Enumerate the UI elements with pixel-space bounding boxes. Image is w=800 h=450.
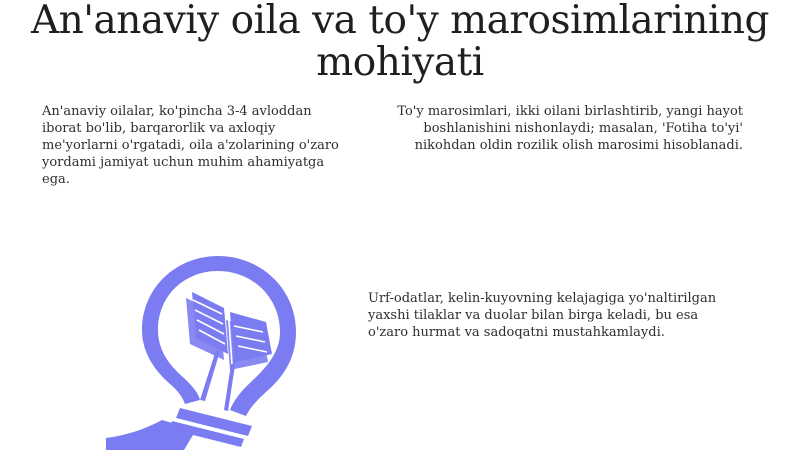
slide-title: An'anaviy oila va to'y marosimlarining mohiyati [31,0,769,85]
paragraph-customs: Urf-odatlar, kelin-kuyovning kelajagiga yo'naltirilgan yaxshi tilaklar va duolar bilan birga keladi, bu esa o'zaro hurmat va sadoqatni mustahkamlaydi. [368,291,717,340]
lightbulb-book-icon [100,250,310,450]
paragraph-wedding-ceremonies: To'y marosimlari, ikki oilani birlashtirib, yangi hayot boshlanishini nishonlaydi; masalan, 'Fotiha to'yi' nikohdan oldin rozilik olish marosimi hisoblanadi. [397,104,743,153]
paragraph-traditional-families: An'anaviy oilalar, ko'pincha 3-4 avloddan iborat bo'lib, barqarorlik va axloqiy me'yorlarni o'rgatadi, oila a'zolarining o'zaro yordami jamiyat uchun muhim ahamiyatga ega. [42,104,339,187]
